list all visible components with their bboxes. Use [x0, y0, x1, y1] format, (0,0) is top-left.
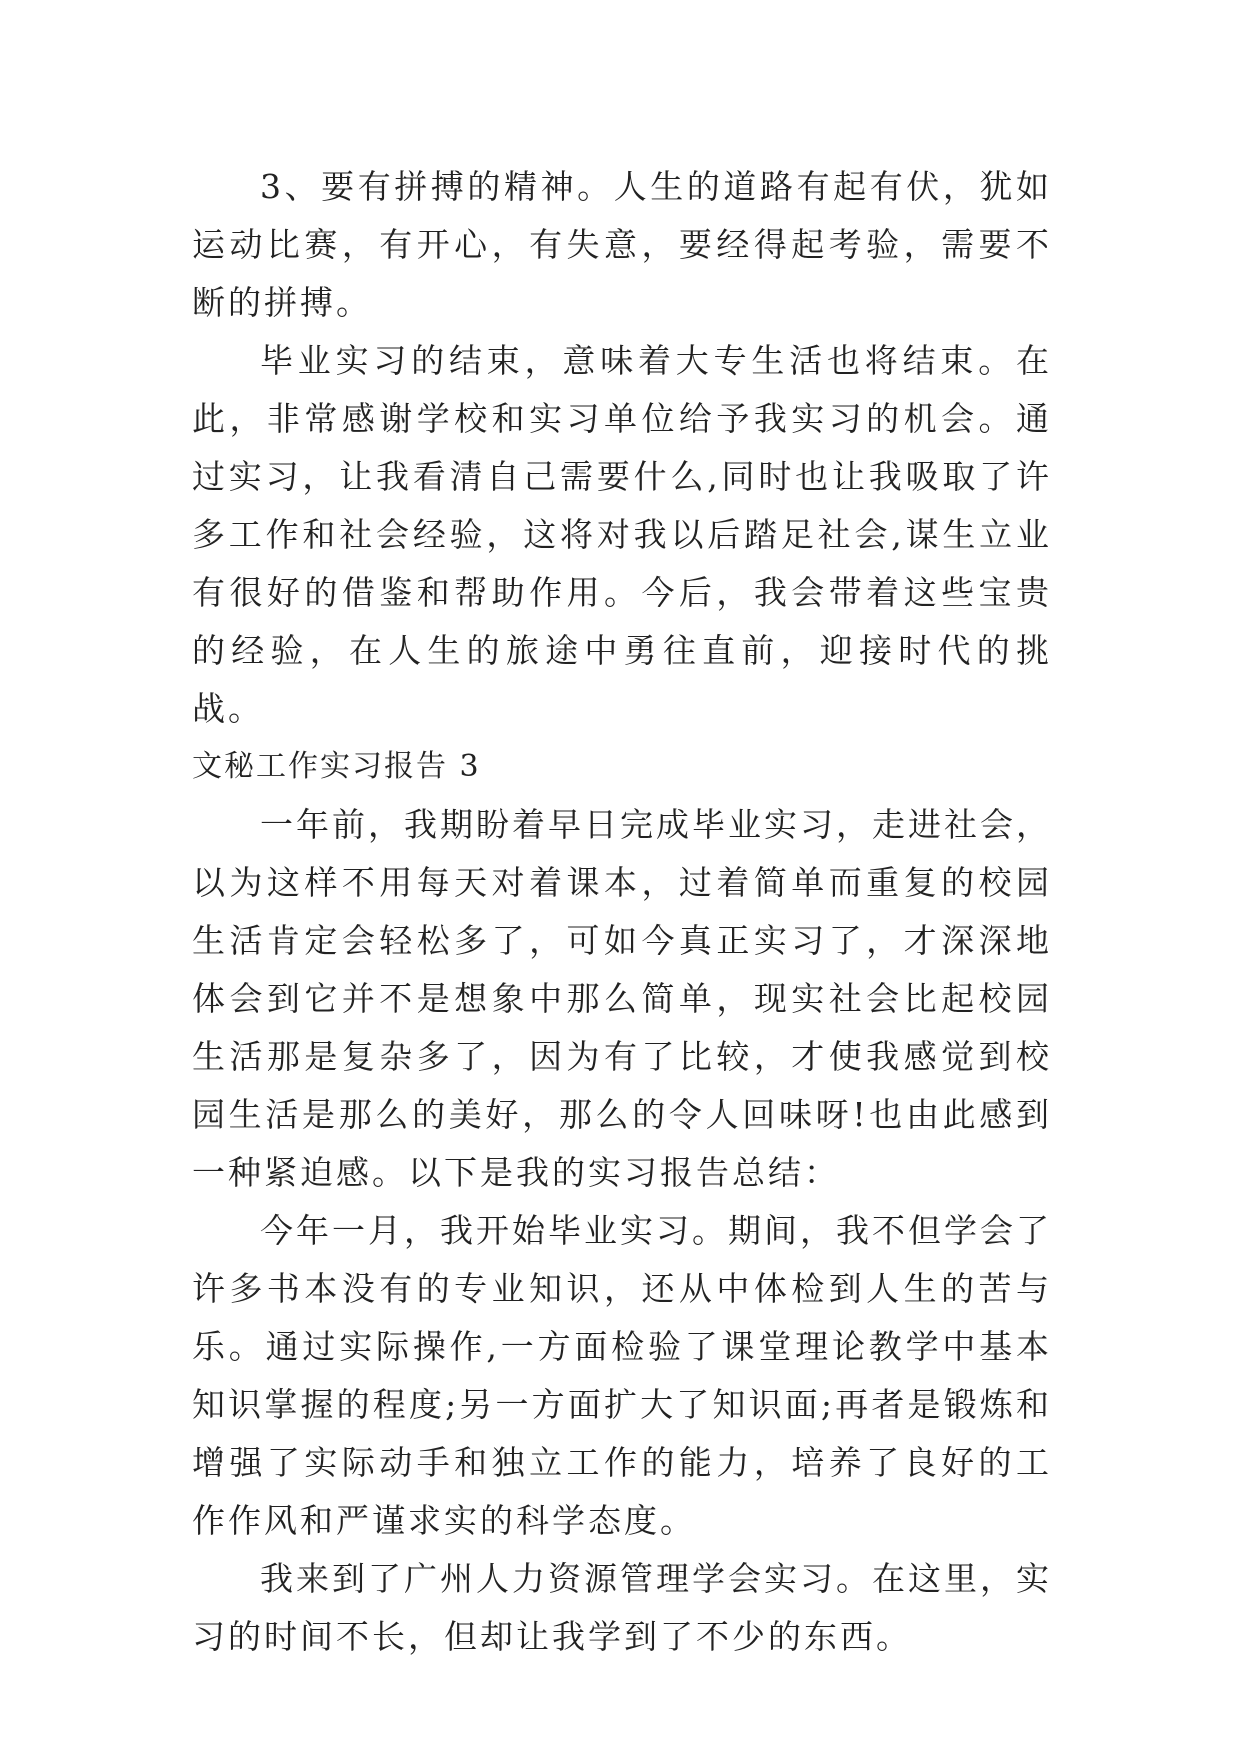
paragraph-internship-conclusion: 毕业实习的结束，意味着大专生活也将结束。在此，非常感谢学校和实习单位给予我实习的机会。通过实习，让我看清自己需要什么,同时也让我吸取了许多工作和社会经验，这将对我以后踏足社会,谋生立业有很好的借鉴和帮助作用。今后，我会带着这些宝贵的经验，在人生的旅途中勇往直前，迎接时代的挑战。: [192, 341, 1052, 728]
paragraph-one-year-ago: 一年前，我期盼着早日完成毕业实习，走进社会，以为这样不用每天对着课本，过着简单而重复的校园生活肯定会轻松多了，可如今真正实习了，才深深地体会到它并不是想象中那么简单，现实社会比起校园生活那是复杂多了，因为有了比较，才使我感觉到校园生活是那么的美好，那么的令人回味呀!也由此感到一种紧迫感。以下是我的实习报告总结：: [192, 805, 1052, 1192]
paragraph-guangzhou-hr-society: 我来到了广州人力资源管理学会实习。在这里，实习的时间不长，但却让我学到了不少的东西。: [192, 1559, 1052, 1656]
paragraph-january-internship: 今年一月，我开始毕业实习。期间，我不但学会了许多书本没有的专业知识，还从中体检到人生的苦与乐。通过实际操作,一方面检验了课堂理论教学中基本知识掌握的程度;另一方面扩大了知识面;再者是锻炼和增强了实际动手和独立工作的能力，培养了良好的工作作风和严谨求实的科学态度。: [192, 1211, 1052, 1540]
section-heading: 文秘工作实习报告 3: [192, 749, 481, 784]
paragraph-spirit-of-striving: 3、要有拼搏的精神。人生的道路有起有伏，犹如运动比赛，有开心，有失意，要经得起考验，需要不断的拼搏。: [192, 167, 1052, 322]
document-body: [192, 158, 1052, 1666]
